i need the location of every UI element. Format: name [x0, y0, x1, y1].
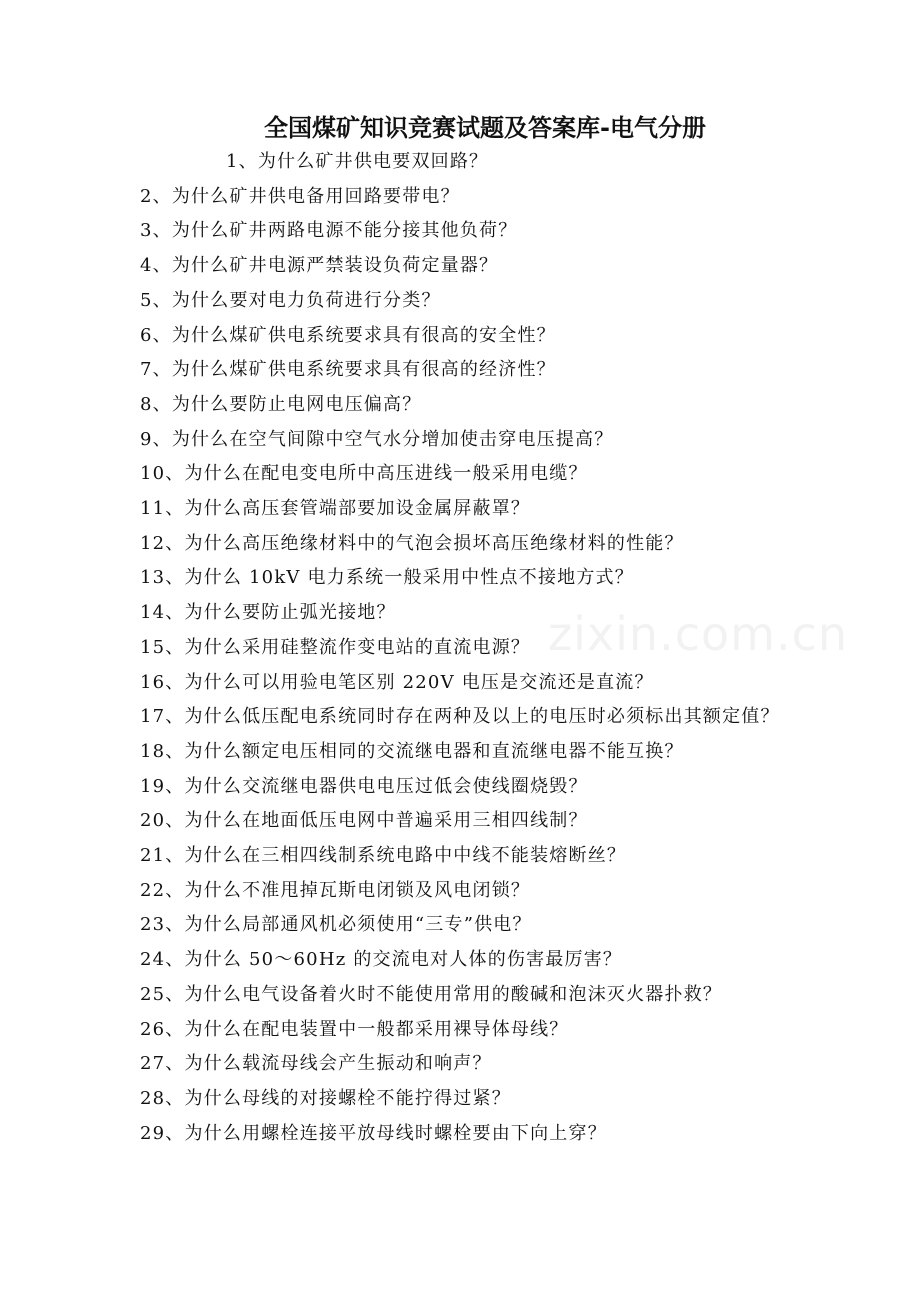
document-title: 全国煤矿知识竞赛试题及答案库-电气分册: [264, 114, 706, 142]
question-item: 1、为什么矿井供电要双回路？: [226, 151, 489, 172]
question-item: 27、为什么载流母线会产生振动和响声？: [140, 1053, 492, 1075]
question-item: 10、为什么在配电变电所中高压进线一般采用电缆？: [140, 463, 588, 485]
question-item: 24、为什么 50～60Hz 的交流电对人体的伤害最厉害？: [140, 949, 623, 971]
question-item: 16、为什么可以用验电笔区别 220V 电压是交流还是直流？: [140, 671, 654, 693]
question-item: 28、为什么母线的对接螺栓不能拧得过紧？: [140, 1087, 511, 1109]
question-item: 15、为什么采用硅整流作变电站的直流电源？: [140, 636, 531, 658]
question-item: 6、为什么煤矿供电系统要求具有很高的安全性？: [140, 324, 556, 346]
question-item: 20、为什么在地面低压电网中普遍采用三相四线制？: [140, 810, 588, 832]
question-item: 8、为什么要防止电网电压偏高？: [140, 393, 422, 415]
question-item: 17、为什么低压配电系统同时存在两种及以上的电压时必须标出其额定值？: [140, 706, 780, 728]
question-item: 11、为什么高压套管端部要加设金属屏蔽罩？: [140, 498, 531, 520]
question-item: 3、为什么矿井两路电源不能分接其他负荷？: [140, 220, 518, 242]
question-item: 19、为什么交流继电器供电电压过低会使线圈烧毁？: [140, 775, 588, 797]
question-item: 18、为什么额定电压相同的交流继电器和直流继电器不能互换？: [140, 740, 684, 762]
question-item: 14、为什么要防止弧光接地？: [140, 602, 396, 624]
question-item: 23、为什么局部通风机必须使用“三专”供电？: [140, 914, 532, 936]
question-item: 5、为什么要对电力负荷进行分类？: [140, 289, 441, 311]
question-item: 13、为什么 10kV 电力系统一般采用中性点不接地方式？: [140, 567, 634, 589]
question-item: 2、为什么矿井供电备用回路要带电？: [140, 185, 460, 207]
question-item: 25、为什么电气设备着火时不能使用常用的酸碱和泡沫灭火器扑救？: [140, 983, 723, 1005]
question-item: 4、为什么矿井电源严禁装设负荷定量器？: [140, 255, 499, 277]
question-item: 26、为什么在配电装置中一般都采用裸导体母线？: [140, 1018, 569, 1040]
watermark: zixin.com.cn: [548, 607, 849, 661]
question-item: 12、为什么高压绝缘材料中的气泡会损坏高压绝缘材料的性能？: [140, 532, 684, 554]
question-item: 22、为什么不准甩掉瓦斯电闭锁及风电闭锁？: [140, 879, 531, 901]
question-item: 7、为什么煤矿供电系统要求具有很高的经济性？: [140, 359, 556, 381]
question-item: 9、为什么在空气间隙中空气水分增加使击穿电压提高？: [140, 428, 614, 450]
question-item: 21、为什么在三相四线制系统电路中中线不能装熔断丝？: [140, 845, 627, 867]
question-list: [140, 145, 800, 1151]
question-item: 29、为什么用螺栓连接平放母线时螺栓要由下向上穿？: [140, 1122, 607, 1144]
